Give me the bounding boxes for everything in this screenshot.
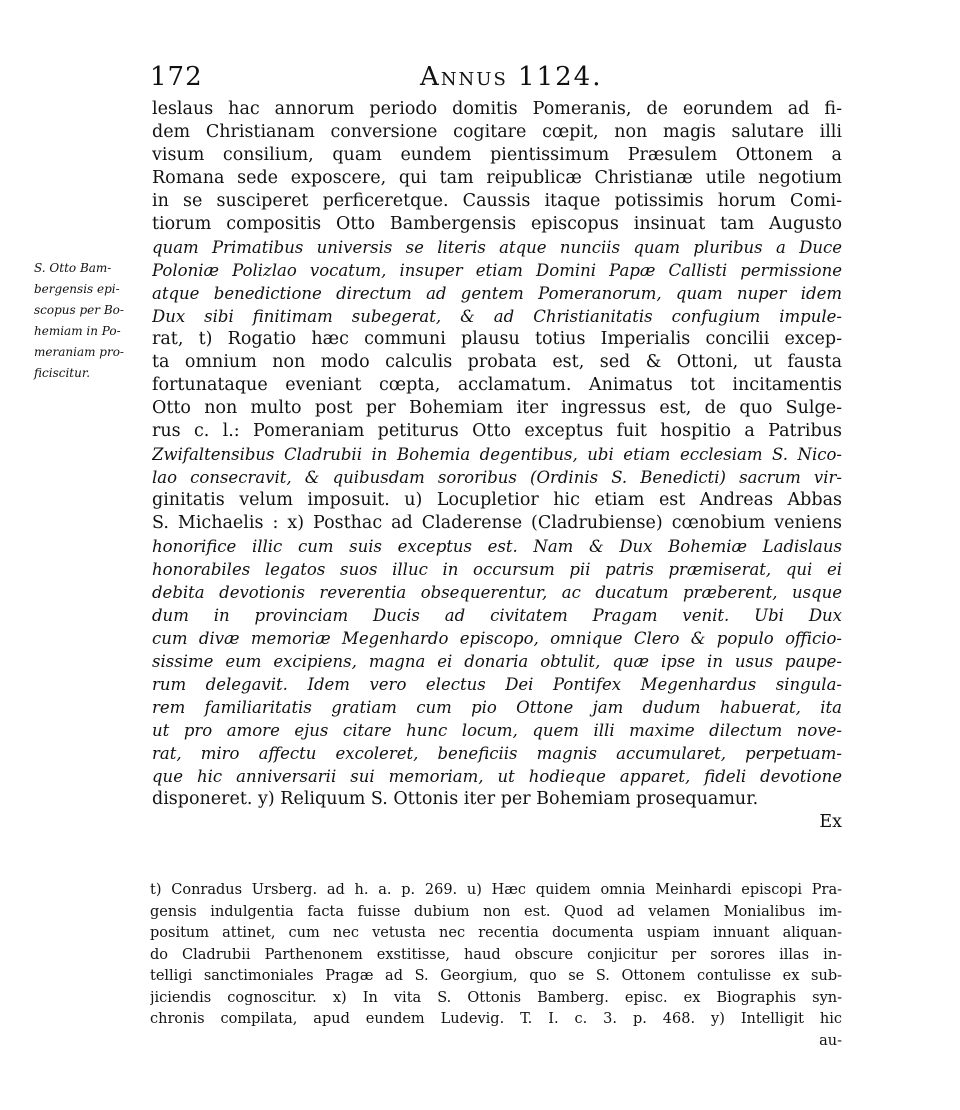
text-line: disponeret. y) Reliquum S. Ottonis iter per Bohemiam prosequamur.	[152, 789, 759, 809]
text-line: quam Primatibus universis se literis atque nunciis quam pluribus a Duce	[152, 238, 842, 257]
margin-note	[34, 258, 146, 384]
text-line: rus c. l.: Pomeraniam petiturus Otto exceptus fuit hospitio a Patribus	[152, 421, 842, 441]
margin-note-line: meraniam pro-	[34, 345, 124, 359]
text-line: Otto non multo post per Bohemiam iter ingressus est, de quo Sulge-	[152, 398, 842, 418]
text-line: lao consecravit, & quibusdam sororibus (Ordinis S. Benedicti) sacrum vir-	[152, 468, 842, 487]
text-line: leslaus hac annorum periodo domitis Pomeranis, de eorundem ad fi-	[152, 99, 842, 119]
page-header	[150, 62, 840, 98]
text-line: rem familiaritatis gratiam cum pio Ottone jam dudum habuerat, ita	[152, 698, 842, 717]
footnote-line: chronis compilata, apud eundem Ludevig. T. I. c. 3. p. 468. y) Intelligit hic	[150, 1011, 842, 1027]
text-line: honorifice illic cum suis exceptus est. Nam & Dux Bohemiæ Ladislaus	[152, 537, 842, 556]
footnote-line: telligi sanctimoniales Pragæ ad S. Georgium, quo se S. Ottonem contulisse ex sub-	[150, 968, 842, 984]
text-line: rat, t) Rogatio hæc communi plausu totius Imperialis concilii excep-	[152, 329, 842, 349]
text-line: honorabiles legatos suos illuc in occursum pii patris præmiserat, qui ei	[152, 560, 842, 579]
footnotes	[150, 880, 842, 1052]
text-line: cum divæ memoriæ Megenhardo episcopo, omnique Clero & populo officio-	[152, 629, 842, 648]
footnote-line: au-	[819, 1032, 842, 1049]
footnote-line: do Cladrubii Parthenonem exstitisse, haud obscure conjicitur per sorores illas in-	[150, 946, 842, 963]
text-line: sissime eum excipiens, magna ei donaria obtulit, quæ ipse in usus paupe-	[152, 652, 842, 671]
text-line: Dux sibi finitimam subegerat, & ad Christianitatis confugium impule-	[152, 307, 842, 326]
margin-note-line: ficiscitur.	[34, 366, 91, 380]
text-line: Zwifaltensibus Cladrubii in Bohemia degentibus, ubi etiam ecclesiam S. Nico-	[152, 445, 842, 464]
footnote-line: positum attinet, cum nec vetusta nec recentia documenta uspiam innuant aliquan-	[150, 925, 842, 941]
footnote-line: t) Conradus Ursberg. ad h. a. p. 269. u) Hæc quidem omnia Meinhardi episcopi Pra-	[150, 882, 842, 898]
text-line: tiorum compositis Otto Bambergensis episcopus insinuat tam Augusto	[152, 214, 842, 234]
text-line: rat, miro affectu excoleret, beneficiis magnis accumularet, perpetuam-	[152, 744, 842, 763]
text-line: atque benedictione directum ad gentem Pomeranorum, quam nuper idem	[152, 284, 842, 303]
text-line: Ex	[819, 812, 842, 832]
margin-note-line: bergensis epi-	[34, 282, 120, 296]
text-line: rum delegavit. Idem vero electus Dei Pontifex Megenhardus singula-	[152, 675, 842, 694]
page-number: 172	[150, 62, 203, 92]
text-line: debita devotionis reverentia obsequerentur, ac ducatum præberent, usque	[152, 583, 842, 602]
text-line: dem Christianam conversione cogitare cœpit, non magis salutare illi	[152, 122, 842, 142]
text-line: Poloniæ Polizlao vocatum, insuper etiam Domini Papæ Callisti permissione	[152, 261, 842, 280]
margin-note-line: hemiam in Po-	[34, 324, 121, 338]
footnote-line: jiciendis cognoscitur. x) In vita S. Ottonis Bamberg. episc. ex Biographis syn-	[150, 989, 842, 1006]
footnote-line: gensis indulgentia facta fuisse dubium non est. Quod ad velamen Monialibus im-	[150, 903, 842, 920]
text-line: in se susciperet perficeretque. Caussis itaque potissimis horum Comi-	[152, 191, 842, 211]
text-line: ta omnium non modo calculis probata est, sed & Ottoni, ut fausta	[152, 352, 842, 372]
text-line: Romana sede exposcere, qui tam reipublicæ Christianæ utile negotium	[152, 168, 842, 188]
text-line: visum consilium, quam eundem pientissimum Præsulem Ottonem a	[152, 145, 842, 165]
text-line: ginitatis velum imposuit. u) Locupletior hic etiam est Andreas Abbas	[152, 490, 842, 510]
running-title: Annus 1124.	[420, 62, 603, 92]
text-line: S. Michaelis : x) Posthac ad Claderense (Cladrubiense) cœnobium veniens	[152, 513, 842, 533]
main-text	[152, 98, 842, 834]
margin-note-line: scopus per Bo-	[34, 303, 124, 317]
text-line: ut pro amore ejus citare hunc locum, quem illi maxime dilectum nove-	[152, 721, 842, 740]
text-line: fortunataque eveniant cœpta, acclamatum. Animatus tot incitamentis	[152, 375, 842, 395]
text-line: dum in provinciam Ducis ad civitatem Pragam venit. Ubi Dux	[152, 606, 842, 625]
text-line: que hic anniversarii sui memoriam, ut hodieque apparet, fideli devotione	[152, 767, 842, 786]
margin-note-line: S. Otto Bam-	[34, 261, 112, 275]
